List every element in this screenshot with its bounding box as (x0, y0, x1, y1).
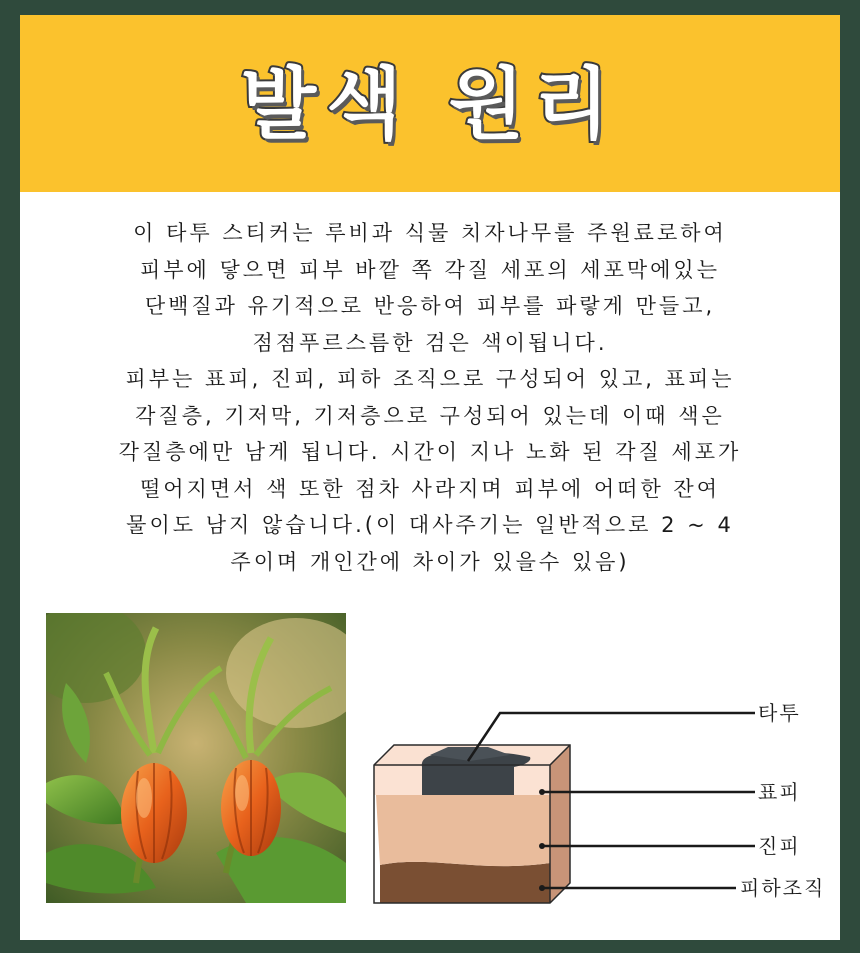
skin-layer-diagram (360, 675, 840, 915)
subcutaneous-layer (380, 862, 550, 903)
description-line: 주이며 개인간에 차이가 있을수 있음) (230, 549, 630, 574)
dermis-layer (376, 795, 550, 866)
tattoo-label: 타투 (758, 701, 801, 725)
description-line: 각질층에만 남게 됩니다. 시간이 지나 노화 된 각질 세포가 (118, 440, 742, 464)
description-line: 떨어지면서 색 또한 점차 사라지며 피부에 어떠한 잔여 (139, 476, 721, 501)
description-line: 피부에 닿으면 피부 바깥 쪽 각질 세포의 세포막에있는 (139, 257, 721, 282)
content-card (20, 15, 840, 940)
description-line: 단백질과 유기적으로 반응하여 피부를 파랗게 만들고, (144, 294, 716, 318)
title-banner (20, 15, 840, 192)
description-line: 물이도 남지 않습니다.(이 대사주기는 일반적으로 2 ~ 4 (126, 513, 734, 537)
description-line: 점점푸르스름한 검은 색이됩니다. (252, 330, 608, 355)
diagram-side-face (550, 745, 570, 903)
gardenia-fruit-photo (46, 613, 346, 903)
description-line: 이 타투 스티커는 루비과 식물 치자나무를 주원료로하여 (133, 221, 727, 245)
description-text (40, 215, 820, 580)
dermis-label: 진피 (758, 834, 801, 858)
page-title: 발색 원리 (240, 60, 620, 150)
description-line: 피부는 표피, 진피, 피하 조직으로 구성되어 있고, 표피는 (125, 367, 735, 391)
subcutaneous-label: 피하조직 (740, 876, 826, 900)
epidermis-label: 표피 (758, 780, 801, 804)
description-line: 각질층, 기저막, 기저층으로 구성되어 있는데 이때 색은 (135, 403, 725, 428)
